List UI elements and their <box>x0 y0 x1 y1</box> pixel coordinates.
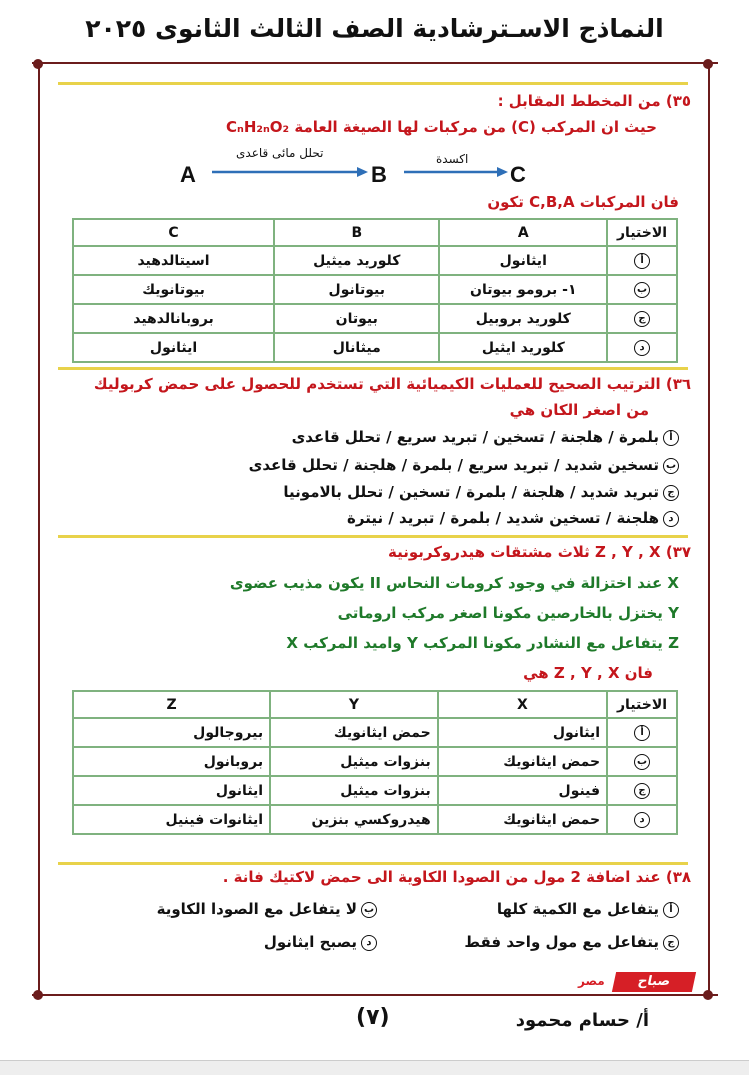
option-mark: ج <box>663 935 679 951</box>
choice-cell <box>607 805 677 834</box>
q36-option <box>283 483 679 501</box>
choice-cell <box>607 747 677 776</box>
table-row <box>73 718 677 747</box>
section-separator <box>58 82 688 85</box>
table-cell: اسيتالدهيد <box>73 246 274 275</box>
choice-mark: ج <box>634 783 650 799</box>
option-text: بلمرة / هلجنة / تسخين / تبريد سريع / تحلل قاعدى <box>291 428 659 446</box>
choice-mark: د <box>634 812 650 828</box>
table-cell: ايثانول <box>438 718 607 747</box>
choice-cell <box>607 304 677 333</box>
q37-ask: فان Z , Y , X هي <box>523 664 653 682</box>
header-cell: Z <box>73 691 270 718</box>
table-row <box>73 246 677 275</box>
arrow2-label: اكسدة <box>436 152 469 166</box>
header-cell: الاختيار <box>607 691 677 718</box>
q37-clue-z: Z يتفاعل مع النشادر مكونا المركب Y واميد المركب X <box>286 634 679 652</box>
left-border <box>38 64 40 996</box>
table-row <box>73 776 677 805</box>
q36-title-line1: ٣٦) الترتيب الصحيح للعمليات الكيميائية التي تستخدم للحصول على حمض كربوليك <box>93 375 691 393</box>
header-cell: C <box>73 219 274 246</box>
table-cell: ايثانول <box>73 333 274 362</box>
table-cell: ايثانوات فينيل <box>73 805 270 834</box>
table-row <box>73 805 677 834</box>
table-cell: ايثانول <box>439 246 607 275</box>
q35-condition: حيث ان المركب (C) من مركبات لها الصيغة العامة CₙH₂ₙO₂ <box>226 118 657 136</box>
section-separator <box>58 862 688 865</box>
table-cell: ايثانول <box>73 776 270 805</box>
choice-mark: أ <box>634 253 650 269</box>
q38-option <box>264 933 377 951</box>
node-c: C <box>510 162 526 187</box>
option-text: يتفاعل مع الكمية كلها <box>496 900 659 918</box>
section-separator <box>58 535 688 538</box>
q38-title: ٣٨) عند اضافة 2 مول من الصودا الكاوية الى حمض لاكتيك فانة . <box>222 868 691 886</box>
table-row <box>73 304 677 333</box>
watermark-logo <box>576 970 694 994</box>
table-cell: فينول <box>438 776 607 805</box>
header-cell: X <box>438 691 607 718</box>
table-header-row <box>73 691 677 718</box>
q38-option <box>497 900 679 918</box>
option-mark: د <box>663 511 679 527</box>
choice-mark: د <box>634 340 650 356</box>
table-cell: حمض ايثانويك <box>270 718 438 747</box>
q36-option <box>292 428 679 446</box>
arrow-a-to-b <box>210 166 370 178</box>
header-cell: B <box>274 219 439 246</box>
choice-cell <box>607 776 677 805</box>
bottom-strip <box>0 1060 749 1075</box>
table-cell: حمض ايثانويك <box>438 747 607 776</box>
table-cell: بيوتانول <box>274 275 439 304</box>
option-text: يصبح ايثانول <box>263 933 357 951</box>
choice-cell <box>607 246 677 275</box>
table-row <box>73 747 677 776</box>
choice-mark: أ <box>634 725 650 741</box>
table-cell: كلوريد ميثيل <box>274 246 439 275</box>
header-cell: A <box>439 219 607 246</box>
table-cell: كلوريد بروبيل <box>439 304 607 333</box>
table-cell: بيوتان <box>274 304 439 333</box>
node-a: A <box>180 162 196 187</box>
table-header-row <box>73 219 677 246</box>
choice-mark: ب <box>634 282 650 298</box>
q36-option <box>249 456 679 474</box>
q37-clue-x: X عند اختزالة في وجود كرومات النحاس II يكون مذيب عضوى <box>229 574 679 592</box>
table-cell: هيدروكسي بنزين <box>270 805 438 834</box>
header-cell: Y <box>270 691 438 718</box>
q35-title: ٣٥) من المخطط المقابل : <box>497 92 691 110</box>
q36-title-line2: من اصغر الكان هي <box>509 401 649 419</box>
bottom-rule <box>32 994 718 996</box>
choice-cell <box>607 333 677 362</box>
option-mark: أ <box>663 430 679 446</box>
page-title: النماذج الاسـترشادية الصف الثالث الثانوى ٢٠٢٥ <box>85 14 664 43</box>
page-number: (٧) <box>356 1005 390 1030</box>
logo-country: مصر <box>578 974 605 988</box>
q35-ask: فان المركبات C,B,A تكون <box>487 193 679 211</box>
author-name: أ/ حسام محمود <box>515 1010 649 1031</box>
q37-table <box>72 690 678 835</box>
logo-brand: صباح <box>612 972 696 992</box>
arrow1-label: تحلل مائى قاعدى <box>236 146 324 160</box>
table-row <box>73 333 677 362</box>
choice-cell <box>607 275 677 304</box>
table-cell: حمض ايثانويك <box>438 805 607 834</box>
q37-clue-y: Y يختزل بالخارصين مكونا اصغر مركب اروماتى <box>337 604 679 622</box>
option-text: لا يتفاعل مع الصودا الكاوية <box>156 900 357 918</box>
choice-cell <box>607 718 677 747</box>
arrow-b-to-c <box>402 166 510 178</box>
option-mark: ب <box>663 458 679 474</box>
choice-mark: ب <box>634 754 650 770</box>
corner-dot <box>33 59 43 69</box>
section-separator <box>58 367 688 370</box>
choice-mark: ج <box>634 311 650 327</box>
q36-option <box>347 509 679 527</box>
table-cell: بنزوات ميثيل <box>270 776 438 805</box>
header-cell: الاختيار <box>607 219 677 246</box>
table-cell: بروبانول <box>73 747 270 776</box>
q38-option <box>157 900 377 918</box>
option-text: تسخين شديد / تبريد سريع / بلمرة / هلجنة / تحلل قاعدى <box>248 456 659 474</box>
right-border <box>708 64 710 996</box>
option-mark: ج <box>663 485 679 501</box>
node-b: B <box>371 162 387 187</box>
option-mark: ب <box>361 902 377 918</box>
option-mark: د <box>361 935 377 951</box>
table-cell: بنزوات ميثيل <box>270 747 438 776</box>
table-cell: ١- برومو بيوتان <box>439 275 607 304</box>
table-row <box>73 275 677 304</box>
title-rule <box>32 62 718 64</box>
q37-title: ٣٧) Z , Y , X ثلاث مشتقات هيدروكربونية <box>387 543 691 561</box>
option-text: تبريد شديد / هلجنة / بلمرة / تسخين / تحلل بالامونيا <box>283 483 659 501</box>
option-text: هلجنة / تسخين شديد / بلمرة / تبريد / نيترة <box>347 509 659 527</box>
table-cell: كلوريد ايثيل <box>439 333 607 362</box>
table-cell: ميثانال <box>274 333 439 362</box>
table-cell: بيروجالول <box>73 718 270 747</box>
option-text: يتفاعل مع مول واحد فقط <box>464 933 659 951</box>
table-cell: بيوتانويك <box>73 275 274 304</box>
corner-dot <box>703 59 713 69</box>
option-mark: أ <box>663 902 679 918</box>
q35-table <box>72 218 678 363</box>
table-cell: بروبانالدهيد <box>73 304 274 333</box>
q38-option <box>464 933 679 951</box>
